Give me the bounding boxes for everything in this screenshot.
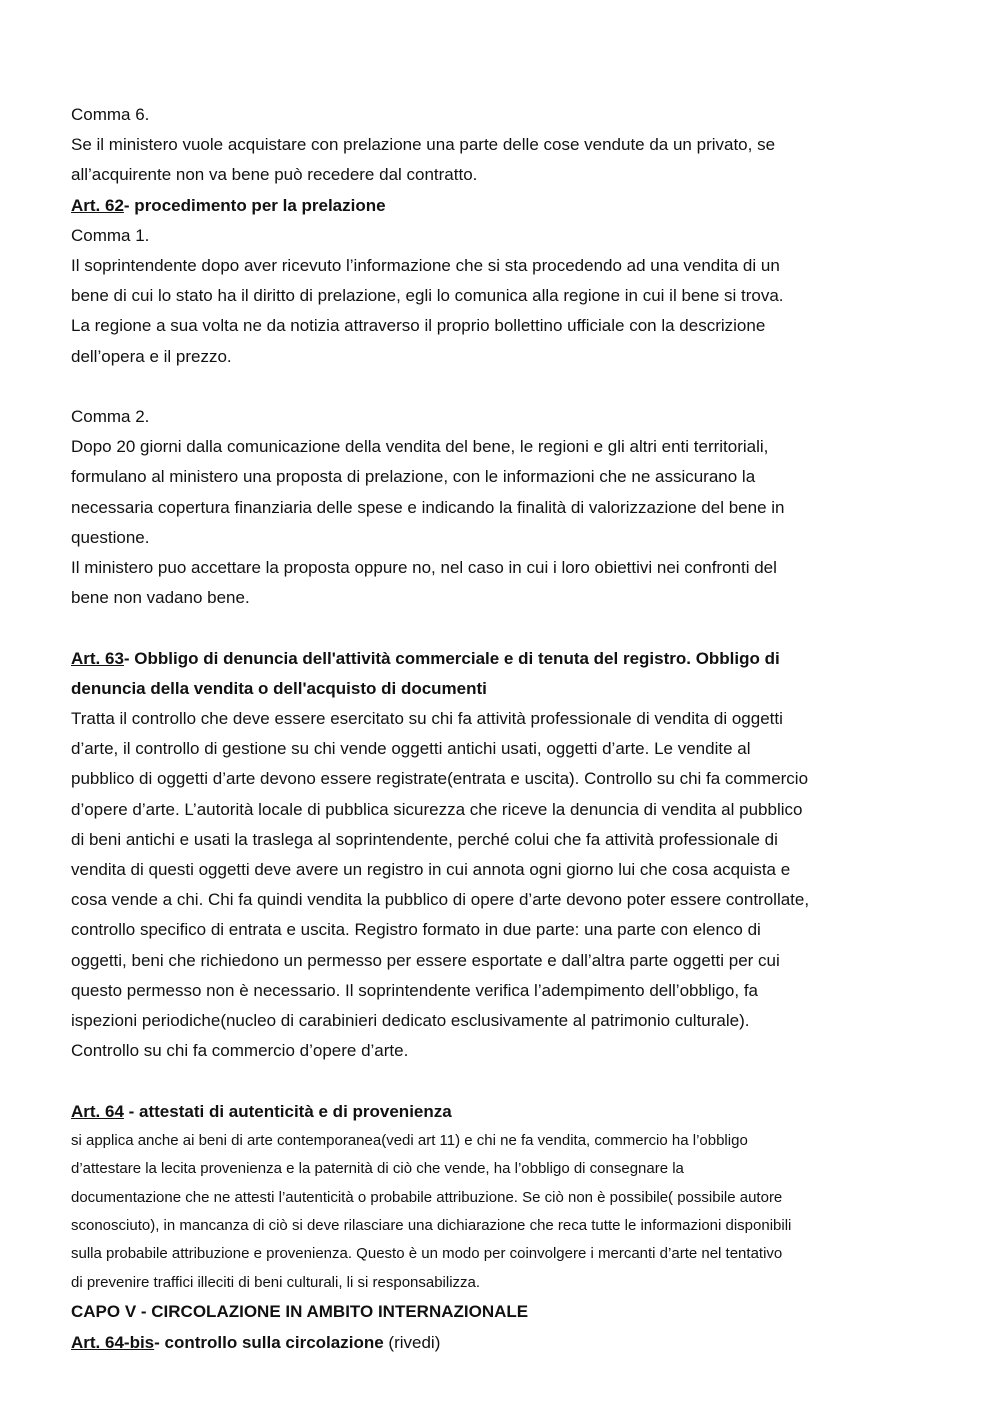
small-text-line: si applica anche ai beni di arte contemporanea(vedi art 11) e chi ne fa vendita, commercio ha l’obbligo <box>71 1131 748 1149</box>
section-heading <box>71 674 921 704</box>
text-line: ispezioni periodiche(nucleo di carabinieri dedicato esclusivamente al patrimonio culturale). <box>71 1011 750 1031</box>
text-line: bene non vadano bene. <box>71 588 250 608</box>
section-heading <box>71 191 921 221</box>
blank-line <box>71 613 921 643</box>
text-line: Comma 2. <box>71 407 150 427</box>
small-text-line: sulla probabile attribuzione e provenienza. Questo è un modo per coinvolgere i mercanti d’arte nel tentativo <box>71 1245 783 1263</box>
section-heading <box>71 1297 921 1327</box>
text-line: La regione a sua volta ne da notizia attraverso il proprio bollettino ufficiale con la descrizione <box>71 316 766 336</box>
heading-title: - Obbligo di denuncia dell'attività commerciale e di tenuta del registro. Obbligo di <box>123 648 780 668</box>
article-number: Art. 62 <box>71 195 124 215</box>
heading-title: - attestati di autenticità e di provenienza <box>123 1101 452 1121</box>
text-line: Il ministero puo accettare la proposta oppure no, nel caso in cui i loro obiettivi nei confronti del <box>71 558 777 578</box>
text-line: oggetti, beni che richiedono un permesso per essere esportate e dall’altra parte oggetti per cui <box>71 950 780 970</box>
heading-title: - procedimento per la prelazione <box>123 195 386 215</box>
heading-title: - controllo sulla circolazione <box>154 1332 384 1352</box>
small-text-line: sconosciuto), in mancanza di ciò si deve rilasciare una dichiarazione che reca tutte le informazioni disponibili <box>71 1217 792 1235</box>
article-number: Art. 64 <box>71 1101 124 1121</box>
text-line: cosa vende a chi. Chi fa quindi vendita la pubblico di opere d’arte devono poter essere controllate, <box>71 890 810 910</box>
article-number: Art. 63 <box>71 648 124 668</box>
text-line: Se il ministero vuole acquistare con prelazione una parte delle cose vendute da un privato, se <box>71 135 776 155</box>
heading-title: denuncia della vendita o dell'acquisto di documenti <box>71 678 487 698</box>
text-line: pubblico di oggetti d’arte devono essere registrate(entrata e uscita). Controllo su chi fa commercio <box>71 769 809 789</box>
text-line: bene di cui lo stato ha il diritto di prelazione, egli lo comunica alla regione in cui il bene si trova. <box>71 286 784 306</box>
text-line: questione. <box>71 527 150 547</box>
text-line: Il soprintendente dopo aver ricevuto l’informazione che si sta procedendo ad una vendita di un <box>71 256 780 276</box>
text-line: Comma 6. <box>71 105 150 124</box>
text-line: di beni antichi e usati la traslega al soprintendente, perché colui che fa attività professionale di <box>71 829 778 849</box>
text-line: formulano al ministero una proposta di prelazione, con le informazioni che ne assicurano la <box>71 467 756 487</box>
heading-title: CAPO V - CIRCOLAZIONE IN AMBITO INTERNAZIONALE <box>71 1302 529 1322</box>
small-text-line: d’attestare la lecita provenienza e la paternità di ciò che vende, ha l’obbligo di consegnare la <box>71 1160 684 1178</box>
text-line: Dopo 20 giorni dalla comunicazione della vendita del bene, le regioni e gli altri enti territoriali, <box>71 437 769 457</box>
text-line: Controllo su chi fa commercio d’opere d’arte. <box>71 1041 409 1061</box>
small-text-line: documentazione che ne attesti l’autenticità o probabile attribuzione. Se ciò non è possibile( possibile autore <box>71 1188 783 1206</box>
section-heading <box>71 1328 921 1358</box>
text-line: d’arte, il controllo di gestione su chi vende oggetti antichi usati, oggetti d’arte. Le vendite al <box>71 739 751 759</box>
blank-line <box>71 372 921 402</box>
text-line: all’acquirente non va bene può recedere dal contratto. <box>71 165 478 185</box>
text-line: questo permesso non è necessario. Il soprintendente verifica l’adempimento dell’obbligo, fa <box>71 980 759 1000</box>
section-heading <box>71 1097 921 1127</box>
text-line: Tratta il controllo che deve essere esercitato su chi fa attività professionale di vendita di oggetti <box>71 709 783 729</box>
small-text-line: di prevenire traffici illeciti di beni culturali, li si responsabilizza. <box>71 1273 481 1291</box>
text-line: dell’opera e il prezzo. <box>71 346 232 366</box>
article-number: Art. 64-bis <box>71 1332 155 1352</box>
text-line: necessaria copertura finanziaria delle spese e indicando la finalità di valorizzazione del bene in <box>71 497 785 517</box>
blank-line <box>71 1066 921 1096</box>
text-line: d’opere d’arte. L’autorità locale di pubblica sicurezza che riceve la denuncia di vendita al pubblico <box>71 799 803 819</box>
text-line: vendita di questi oggetti deve avere un registro in cui annota ogni giorno lui che cosa acquista e <box>71 860 791 880</box>
document-page <box>71 100 921 1358</box>
text-line: Comma 1. <box>71 225 150 245</box>
text-line: controllo specifico di entrata e uscita. Registro formato in due parte: una parte con elenco di <box>71 920 761 940</box>
section-heading <box>71 644 921 674</box>
heading-note: (rivedi) <box>383 1332 441 1352</box>
